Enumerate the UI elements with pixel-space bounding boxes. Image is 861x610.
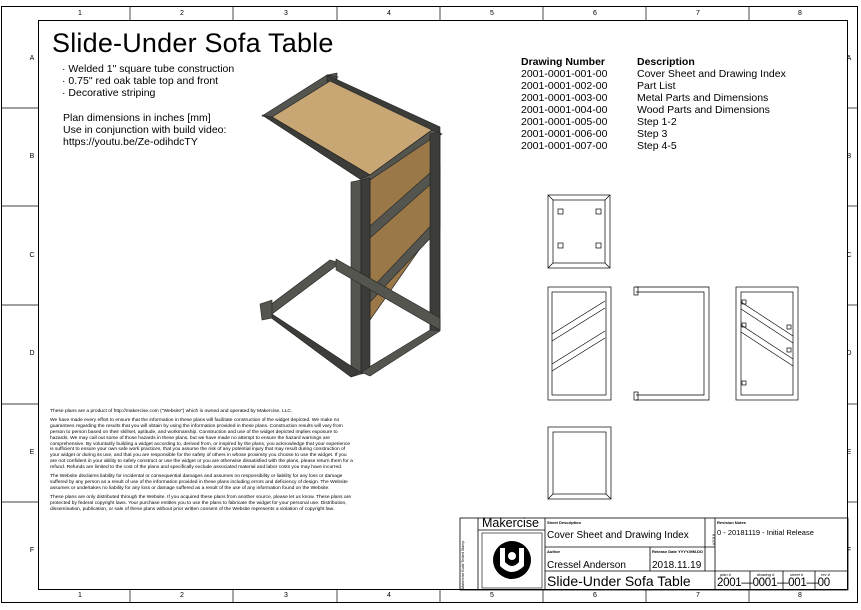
zone-col-3: 3 xyxy=(284,10,288,17)
sheet-description: Cover Sheet and Drawing Index xyxy=(547,530,689,541)
zone-col-6: 6 xyxy=(593,10,597,17)
table-row xyxy=(521,104,821,116)
table-row xyxy=(521,68,821,80)
orthographic-views xyxy=(548,195,798,499)
drawing-description: Step 3 xyxy=(637,128,668,140)
plan-notes xyxy=(63,112,226,148)
zone-row-E: E xyxy=(29,449,35,456)
feature-item: · Welded 1" square tube construction xyxy=(62,63,234,75)
zone-col-1-bottom: 1 xyxy=(78,592,82,599)
zone-col-7-bottom: 7 xyxy=(696,592,700,599)
feature-list xyxy=(62,63,234,99)
rev-number-label: rev # xyxy=(821,572,830,577)
drawing-description: Step 1-2 xyxy=(637,116,677,128)
zone-row-D-right: D xyxy=(846,350,852,357)
drawing-number-label: drawing # xyxy=(757,572,775,577)
table-row xyxy=(521,116,821,128)
revision-note: 0 - 20181119 - Initial Release xyxy=(717,528,814,537)
table-row xyxy=(521,80,821,92)
zone-col-1: 1 xyxy=(78,10,82,17)
full-drawing-number: 2001—0001—001—00 xyxy=(717,577,830,589)
zone-row-C-right: C xyxy=(846,252,852,259)
zone-row-A: A xyxy=(29,55,35,62)
company-name: Makercise xyxy=(482,516,539,530)
disclaimer-paragraph: These plans are only distributed through the Website. If you acquired these plans from another source, please let us know. These plans are protected by federal copyright laws. Your purchase entitles you to use the plans to fabricate the widget for your personal use. Distribution, dissemination, publication, or sale of these plans without prior written consent of the Website represents a violation of copyright law. xyxy=(50,494,352,512)
zone-row-C: C xyxy=(29,252,35,259)
release-date-label: Release Date YYYY.MM.DD xyxy=(652,549,703,554)
bottom-view xyxy=(548,427,611,499)
table-row xyxy=(521,92,821,104)
vertical-stamp-label: Makercise Build Tested Stamp xyxy=(461,540,465,589)
drawing-number: 2001-0001-004-00 xyxy=(521,104,608,116)
revision-notes-label: Revision Notes xyxy=(717,520,746,525)
disclaimer-paragraph: These plans are a product of http://makercise.com ("Website") which is owned and operated by Makercise, LLC. xyxy=(50,409,293,414)
sheet-number-label: sheet # xyxy=(790,572,804,577)
note-line: Use in conjunction with build video: xyxy=(63,124,227,136)
drawing-number: 2001-0001-005-00 xyxy=(521,116,608,128)
video-link[interactable]: https://youtu.be/Ze-odihdcTY xyxy=(63,136,198,148)
author-label: Author xyxy=(547,549,561,554)
front-view xyxy=(548,287,611,400)
drawing-number: 2001-0001-006-00 xyxy=(521,128,608,140)
release-date: 2018.11.19 xyxy=(652,560,702,571)
table-row xyxy=(521,128,821,140)
drawing-number-header: Drawing Number xyxy=(521,56,606,68)
zone-row-B-right: B xyxy=(846,153,852,160)
revision-side-label: #2018 xyxy=(711,533,716,545)
zone-row-F-right: F xyxy=(846,547,852,554)
zone-row-D: D xyxy=(29,350,35,357)
isometric-table-view xyxy=(260,73,442,377)
disclaimer-paragraph: We have made every effort to ensure that the information in these plans will facilitate construction of the widget depicted. We make no guarantees regarding the results that you will obtain by using the information provided in these plans. Construction results will vary from person to person based on their skillset, aptitude, and workmanship. Construction and use of the widget depicted implies exposure to hazards. We may call out some of those hazards in these plans, but we have made no attempt to ensure the hazard warnings are comprehensive. By voluntarily building a widget according to, derived from, or inspired by the plans, you acknowledge that your experience is sufficient to ensure your own safe work practices, that you assume the risk of any potential injury that may result during construction of your widget or during its use, and that you are responsible for the safety of others in whose proximity you choose to use the widget. If you are not confident in your ability to safely construct or use the widget or you are otherwise dissatisfied with the plans, please return them for a refund. Refunds are limited to the cost of the plans and specifically exclude associated material and labor costs you may have incurred. xyxy=(50,417,353,471)
zone-col-8: 8 xyxy=(798,10,802,17)
drawing-description: Wood Parts and Dimensions xyxy=(637,104,770,116)
drawing-description: Cover Sheet and Drawing Index xyxy=(637,68,786,80)
zone-col-4: 4 xyxy=(387,10,391,17)
description-header: Description xyxy=(637,56,695,68)
zone-col-2-bottom: 2 xyxy=(180,592,184,599)
sheet-description-label: Sheet Description xyxy=(547,520,582,525)
rear-view xyxy=(736,287,798,400)
zone-row-F: F xyxy=(29,547,35,554)
drawing-description: Part List xyxy=(637,80,676,92)
zone-col-8-bottom: 8 xyxy=(798,592,802,599)
drawing-description: Metal Parts and Dimensions xyxy=(637,92,769,104)
feature-item: · 0.75" red oak table top and front xyxy=(62,75,234,87)
drawing-number: 2001-0001-001-00 xyxy=(521,68,608,80)
top-view xyxy=(548,195,610,268)
drawing-description: Step 4-5 xyxy=(637,140,677,152)
note-line: Plan dimensions in inches [mm] xyxy=(63,112,211,124)
side-view xyxy=(634,287,709,400)
zone-col-5: 5 xyxy=(490,10,494,17)
zone-row-E-right: E xyxy=(846,449,852,456)
zone-col-7: 7 xyxy=(696,10,700,17)
legal-disclaimer xyxy=(50,409,354,516)
sheet-title: Slide-Under Sofa Table xyxy=(52,28,334,58)
makercise-logo xyxy=(482,533,542,588)
zone-col-6-bottom: 6 xyxy=(593,592,597,599)
drawing-number: 2001-0001-007-00 xyxy=(521,140,608,152)
zone-row-B: B xyxy=(29,153,35,160)
title-block-title: Slide-Under Sofa Table xyxy=(547,573,691,589)
disclaimer-paragraph: The Website disclaims liability for incidental or consequential damages and assumes no responsibility or liability for any loss or damage suffered by any person as a result of use of the information provided in these plans including errors and deficiency of design. The Website assumes or undertakes no liability for any loss or damage suffered as a result of the use of any information found on the Website. xyxy=(50,474,348,491)
plan-number-label: plan # xyxy=(720,572,731,577)
zone-col-5-bottom: 5 xyxy=(490,592,494,599)
table-row xyxy=(521,140,821,152)
drawing-number: 2001-0001-003-00 xyxy=(521,92,608,104)
zone-col-4-bottom: 4 xyxy=(387,592,391,599)
drawing-number: 2001-0001-002-00 xyxy=(521,80,608,92)
author-name: Cressel Anderson xyxy=(547,560,626,571)
zone-col-3-bottom: 3 xyxy=(284,592,288,599)
feature-item: · Decorative striping xyxy=(62,87,234,99)
zone-row-A-right: A xyxy=(846,55,852,62)
drawing-index-table xyxy=(521,56,821,166)
zone-col-2: 2 xyxy=(180,10,184,17)
